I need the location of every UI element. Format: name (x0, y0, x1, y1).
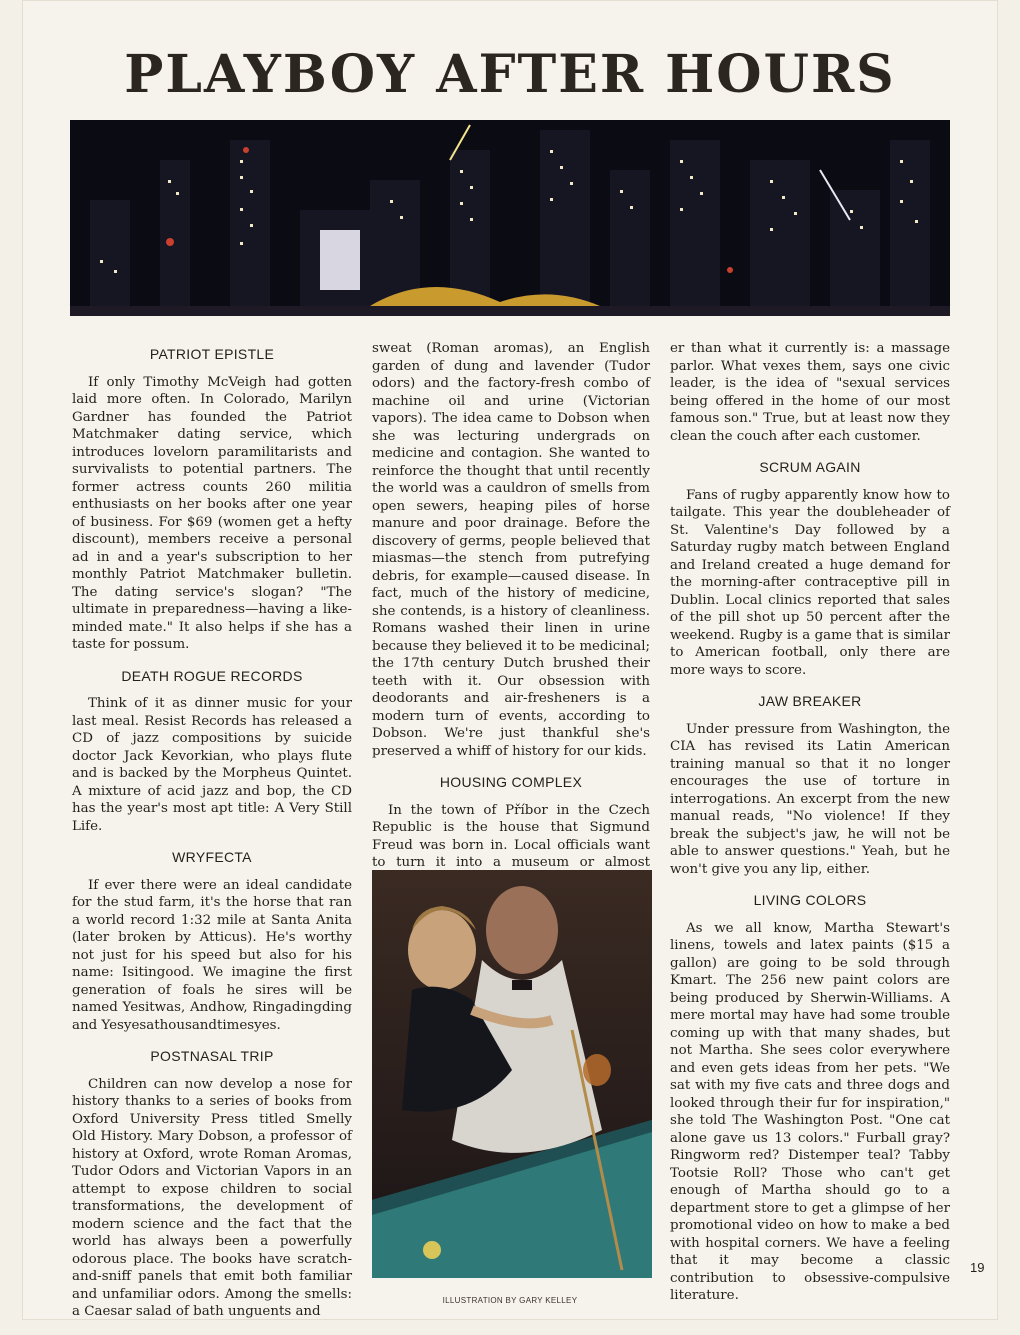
section-heading: SCRUM AGAIN (759, 459, 861, 475)
article-paragraph: As we all know, Martha Stewart's linens, towels and latex paints ($15 a gallon) are going to be sold through Kmart. The 256 new paint colors are being produced by Sherwin-Williams. A mere mortal may have had some trouble coming up with that many shades, but not Martha. She sees color everywhere and even gets ideas from her pets. "We sat with my five cats and three dogs and looked through their fur for inspiration," she told The Washington Post. "One cat alone gave us 13 colors." Furball gray? Ringworm red? Distemper teal? Tabby Tootsie Roll? Those who can't get enough of Martha should go to a department store to get a glimpse of her promotional video on how to make a bed with hospital corners. We have a feeling that it may become a classic contribution to obsessive-compulsive literature. (670, 920, 950, 1303)
section-heading: HOUSING COMPLEX (439, 774, 583, 790)
page-number: 19 (970, 1260, 985, 1275)
section-heading: LIVING COLORS (753, 892, 867, 908)
article-paragraph: sweat (Roman aromas), an English garden of dung and lavender (Tudor odors) and the factory-fresh combo of machine oil and urine (Victorian vapors). The idea came to Dobson when she was lecturing undergrads on medicine and contagion. She wanted to reinforce the thought that until recently the world was a cauldron of smells from open sewers, heaping piles of horse manure and poor drainage. Before the discovery of germs, people believed that miasmas—the stench from putrefying debris, for example—caused disease. In fact, much of the history of medicine, she contends, is a history of cleanliness. Romans washed their linen in urine because they believed it to be medicinal; the 17th century Dutch brushed their teeth with it. Our obsession with deodorants and air-fresheners is a modern turn of events, according to Dobson. We're just thankful she's preserved a whiff of history for our kids. (372, 341, 650, 759)
article-paragraph: Children can now develop a nose for history thanks to a series of books from Oxford University Press titled Smelly Old History. Mary Dobson, a professor of history at Oxford, wrote Roman Aromas, Tudor Odors and Victorian Vapors in an attempt to expose children to social transformations, the development of modern science and the fact that the world has always been a powerfully odorous place. The books have scratch-and-sniff panels that emit both familiar and unfamiliar odors. Among the smells: a Caesar salad of bath unguents and (72, 1076, 352, 1319)
skyline-illustration (70, 120, 950, 316)
article-paragraph: Think of it as dinner music for your last meal. Resist Records has released a CD of jazz compositions by suicide doctor Jack Kevorkian, who plays flute and is backed by the Morpheus Quintet. A mixture of acid jazz and bop, the CD has the year's most apt title: A Very Still Life. (72, 696, 352, 834)
column-2 (372, 340, 650, 903)
column-3 (670, 340, 950, 1319)
section-heading: WRYFECTA (172, 849, 252, 865)
article-paragraph: er than what it currently is: a massage parlor. What vexes them, says one civic leader, is the idea of "sexual services being offered in the home of our most famous son." True, but at least now they clean the couch after each customer. (670, 341, 950, 444)
section-heading: JAW BREAKER (758, 693, 862, 709)
skyline-art (70, 120, 950, 316)
article-paragraph: If ever there were an ideal candidate for the stud farm, it's the horse that ran a world record 1:32 mile at Santa Anita (later broken by Atticus). He's worthy not just for his speed but also for his name: Isitingood. We imagine the first generation of foals he sires will be named Yesitwas, Andhow, Ringadingding and Yesyesathousandtimesyes. (72, 877, 352, 1033)
couple-illustration (372, 870, 652, 1278)
section-heading: DEATH ROGUE RECORDS (121, 667, 303, 684)
section-heading: PATRIOT EPISTLE (149, 346, 275, 362)
couple-art (372, 870, 652, 1278)
article-paragraph: In the town of Příbor in the Czech Republic is the house that Sigmund Freud was born in. Local officials want to turn it into a museum or almost (372, 802, 650, 870)
article-paragraph: Under pressure from Washington, the CIA has revised its Latin American training manual so that it no longer encourages the use of torture in interrogations. An excerpt from the new manual reads, "No violence! If they break the subject's jaw, he will not be able to answer questions." Yeah, but he won't give you any lip, either. (670, 721, 950, 877)
illustration-credit: ILLUSTRATION BY GARY KELLEY (442, 1296, 578, 1305)
article-paragraph: Fans of rugby apparently know how to tailgate. This year the doubleheader of St. Valentine's Day followed by a Saturday rugby match between England and Ireland created a huge demand for the morning-after contraceptive pill in Dublin. Local clinics reported that sales of the pill shot up 50 percent after the weekend. Rugby is a game that is similar to American football, only there are more ways to score. (670, 487, 950, 678)
article-paragraph: If only Timothy McVeigh had gotten laid more often. In Colorado, Marilyn Gardner has founded the Patriot Matchmaker dating service, which introduces lovelorn paramilitarists and survivalists to potential partners. The former actress counts 260 militia enthusiasts on her books after one year of business. For $69 (women get a hefty discount), members receive a personal ad in and a year's subscription to her monthly Patriot Matchmaker bulletin. The dating service's slogan? "The ultimate in preparedness—having a like-minded mate." It also helps if she has a taste for possum. (72, 374, 352, 652)
masthead-title: PLAYBOY AFTER HOURS (124, 44, 896, 105)
section-heading: POSTNASAL TRIP (150, 1048, 274, 1064)
column-1 (72, 340, 352, 1335)
